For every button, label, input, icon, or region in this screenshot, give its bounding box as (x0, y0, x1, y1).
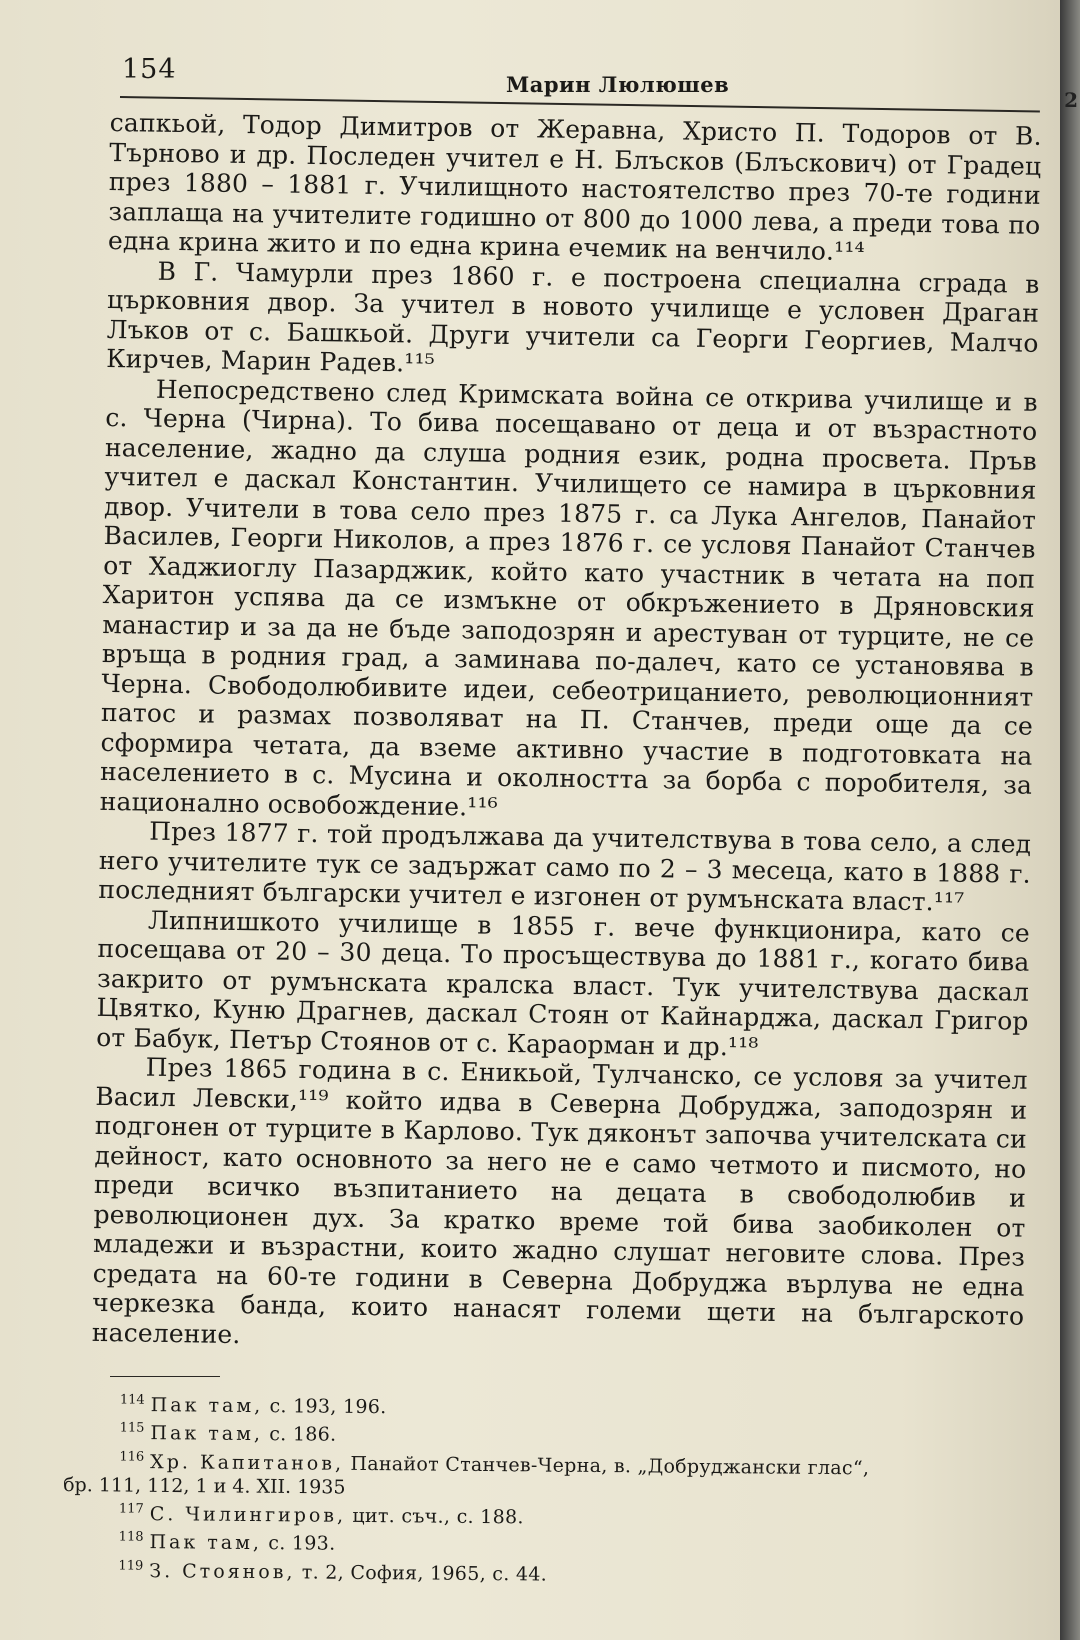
footnote-number: 117 (118, 1501, 144, 1517)
footnote-text: Панайот Станчев-Черна, в. „Добруджански глас“, (343, 1452, 870, 1480)
footnote-text: с. 186. (262, 1423, 337, 1447)
footnote-author: Пак там, (149, 1531, 263, 1555)
footnote-author: Пак там, (150, 1422, 264, 1446)
paragraph-2: В Г. Чамурли през 1860 г. е построена специална сграда в църковния двор. За учител в новото училище е условен Драган Лъков от с. Башкьой. Други учители са Георги Георгиев, Малчо Кирчев, Марин Радев.¹¹⁵ (106, 256, 1040, 378)
paragraph-4: През 1877 г. той продължава да учителствува в това село, а след него учителите тук се задържат само по 2 – 3 месеца, като в 1888 г. последният български учител е изгонен от румънската власт.¹¹⁷ (98, 816, 1032, 917)
footnote-author: Пак там, (150, 1394, 264, 1418)
footnote-116-continuation: бр. 111, 112, 1 и 4. XII. 1935 (63, 1473, 346, 1499)
paragraph-6: През 1865 година в с. Еникьой, Тулчанско, се условя за учител Васил Левски,¹¹⁹ който идва в Северна Добруджа, заподозрян и подгонен от турците в Карлово. Тук дяконът започва учителската си дейност, като основното за него не е само четмото и писмото, но преди всичко възпитанието на децата в свободолюбив и революционен дух. За кратко време той бива заобиколен от младежи и възрастни, които жадно слушат неговите слова. През средата на 60-те години в Северна Добруджа върлува не една черкезка банда, които нанасят големи щети на българското население. (91, 1052, 1028, 1349)
footnotes (62, 1388, 1024, 1590)
paragraph-1: сапкьой, Тодор Димитров от Жеравна, Христо П. Тодоров от В. Търново и др. Последен учител е Н. Блъсков (Блъскович) от Градец през 1880 – 1881 г. Училищното настоятелство през 70-те години заплаща на учителите годишно от 800 до 1000 лева, а преди това по една крина жито и по една крина ечемик на венчило.¹¹⁴ (107, 108, 1042, 267)
footnote-text: т. 2, София, 1965, с. 44. (295, 1560, 548, 1586)
footnote-text: с. 193. (261, 1532, 336, 1556)
footnote-number: 119 (118, 1558, 144, 1574)
footnote-text: цит. съч., с. 188. (346, 1504, 524, 1529)
running-head: Марин Люлюшев (506, 72, 730, 97)
page-number: 154 (122, 54, 177, 85)
footnote-rule (110, 1376, 220, 1377)
footnote-author: З. Стоянов, (149, 1559, 296, 1583)
footnote-number: 115 (119, 1420, 145, 1437)
paragraph-3: Непосредствено след Кримската война се открива училище и в с. Черна (Чирна). То бива посещавано от деца и от възрастното население, жадно да слуша родния език, родна просвета. Пръв учител е даскал Константин. Училището се намира в църковния двор. Учители в това село през 1875 г. са Лука Ангелов, Панайот Василев, Георги Николов, а през 1876 г. се условя Панайот Станчев от Хаджиоглу Пазарджик, който като участник в четата на поп Харитон успява да се измъкне от обкръжението в Дряновския манастир и за да не бъде заподозрян и арестуван от турците, не се връща в родния град, а заминава по-далеч, като се установява в Черна. Свободолюбивите идеи, себеотрицанието, революционният патос и размах позволяват на П. Станчев, преди още да се сформира четата, да вземе активно участие в подготовката на населението в с. Мусина и околността за борба с поробителя, за национално освобождение.¹¹⁶ (99, 374, 1038, 822)
page-header (120, 54, 1050, 104)
footnote-author: С. Чилингиров, (149, 1503, 347, 1527)
paragraph-5: Липнишкото училище в 1855 г. вече функционира, като се посещава от 20 – 30 деца. То просъществува до 1881 г., когато бива закрито от румънската кралска власт. Тук учителствува даскал Цвятко, Куню Драгнев, даскал Стоян от Кайнарджа, даскал Григор от Бабук, Петър Стоянов от с. Караорман и др.¹¹⁸ (96, 905, 1031, 1062)
footnote-number: 118 (118, 1529, 144, 1546)
edge-mark: 2 (1064, 88, 1078, 112)
footnote-author: Хр. Капитанов, (150, 1450, 345, 1475)
page-edge-shadow (1060, 0, 1080, 1640)
footnote-number: 116 (119, 1449, 145, 1465)
body-text (92, 108, 1042, 1361)
footnote-text: с. 193, 196. (263, 1395, 387, 1419)
footnote-number: 114 (119, 1392, 145, 1408)
